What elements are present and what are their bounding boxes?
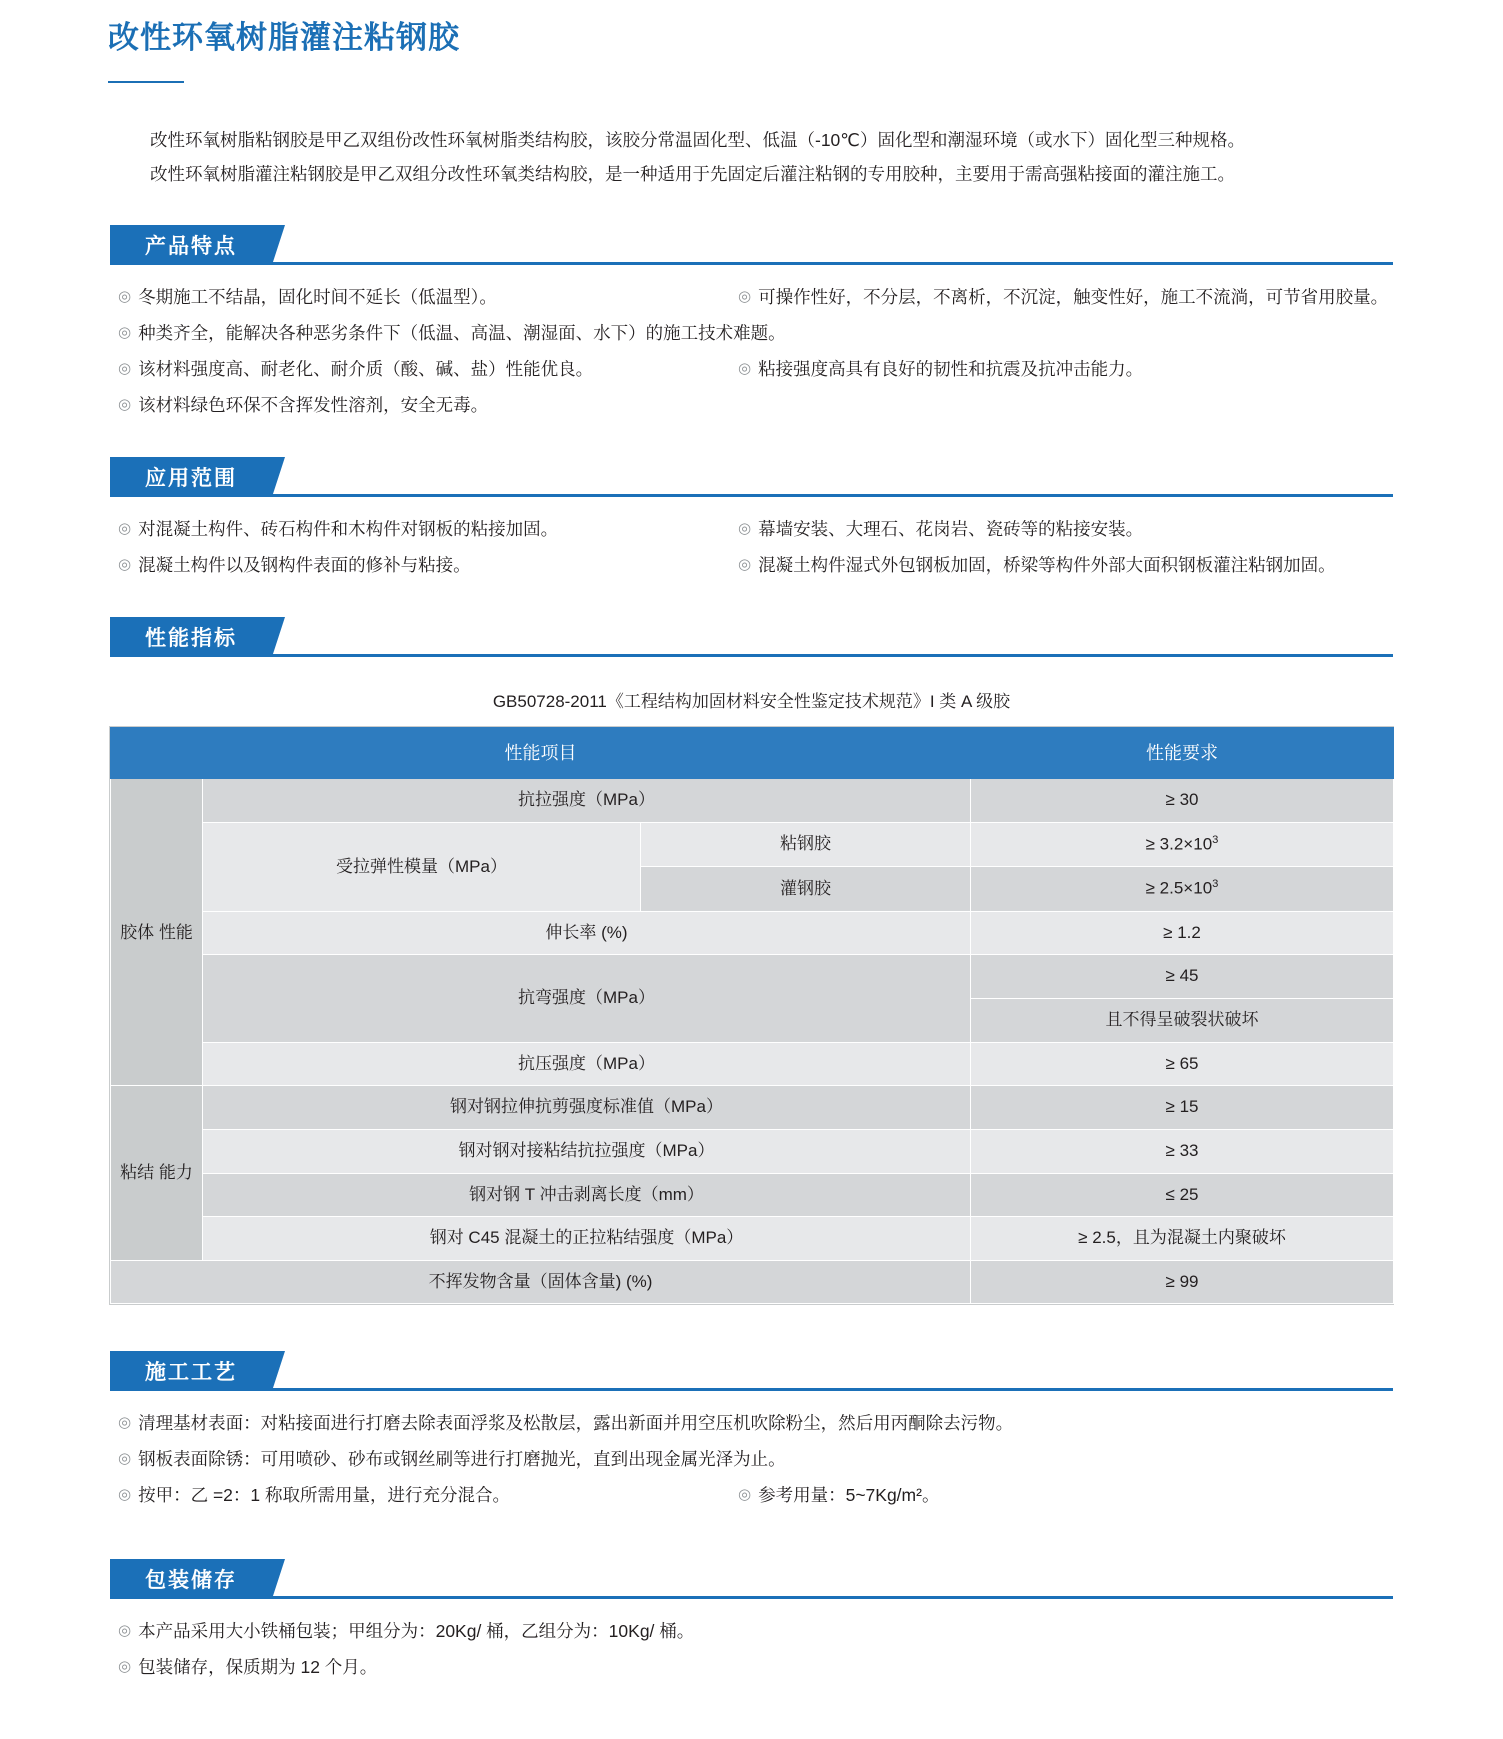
- table-cell-value: ≤ 25: [971, 1173, 1394, 1217]
- table-cell-value: ≥ 99: [971, 1260, 1394, 1304]
- bullet-text: 冬期施工不结晶，固化时间不延长（低温型）。: [138, 287, 497, 308]
- section-features: [0, 225, 1503, 423]
- section-rule: [110, 1596, 1393, 1599]
- table-cell-item: 伸长率 (%): [203, 911, 971, 955]
- bullet-text: 清理基材表面：对粘接面进行打磨去除表面浮浆及松散层，露出新面并用空压机吹除粉尘，然后用丙酮除去污物。: [138, 1413, 1014, 1434]
- bullet-text: 粘接强度高具有良好的韧性和抗震及抗冲击能力。: [758, 359, 1144, 380]
- bullet-icon: ◎: [738, 556, 752, 574]
- section-header-features: [110, 225, 1503, 265]
- bullet-text: 对混凝土构件、砖石构件和木构件对钢板的粘接加固。: [138, 519, 559, 540]
- section-rule: [110, 262, 1393, 265]
- list-item: [118, 1405, 1393, 1441]
- table-row: [111, 955, 1394, 999]
- bullet-text: 可操作性好，不分层，不离析，不沉淀，触变性好，施工不流淌，可节省用胶量。: [758, 287, 1389, 308]
- bullet-cell: [738, 511, 1393, 547]
- bullet-icon: ◎: [738, 520, 752, 538]
- section-title-packaging: 包装储存: [110, 1559, 272, 1599]
- bullet-text: 参考用量：5~7Kg/m²。: [758, 1485, 940, 1506]
- process-list: [0, 1405, 1503, 1513]
- table-cell-value: ≥ 45: [971, 955, 1394, 999]
- row-group-adhesive-body: 胶体 性能: [111, 779, 203, 1086]
- intro-paragraph-2: 改性环氧树脂灌注粘钢胶是甲乙双组分改性环氧类结构胶，是一种适用于先固定后灌注粘钢的专用胶种，主要用于需高强粘接面的灌注施工。: [150, 164, 1235, 185]
- bullet-icon: ◎: [118, 360, 132, 378]
- bullet-icon: ◎: [118, 556, 132, 574]
- table-cell-value: [971, 867, 1394, 911]
- bullet-icon: ◎: [118, 1486, 132, 1504]
- table-row: [111, 1217, 1394, 1261]
- bullet-icon: ◎: [738, 288, 752, 306]
- bullet-cell: [118, 1477, 738, 1513]
- table-cell-item: 受拉弹性模量（MPa）: [203, 823, 641, 912]
- section-title-performance: 性能指标: [110, 617, 272, 657]
- table-cell-value: 且不得呈破裂状破坏: [971, 999, 1394, 1043]
- list-item: [118, 1477, 1393, 1513]
- table-cell-item: 钢对 C45 混凝土的正拉粘结强度（MPa）: [203, 1217, 971, 1261]
- section-rule: [110, 654, 1393, 657]
- table-row: [111, 1129, 1394, 1173]
- list-item: [118, 279, 1393, 315]
- bullet-cell: [738, 279, 1393, 315]
- list-item: [118, 387, 1393, 423]
- section-application: [0, 457, 1503, 583]
- table-header-requirement: 性能要求: [971, 728, 1394, 779]
- list-item: [118, 351, 1393, 387]
- bullet-text: 该材料强度高、耐老化、耐介质（酸、碱、盐）性能优良。: [138, 359, 594, 380]
- table-row: [111, 1042, 1394, 1086]
- bullet-icon: ◎: [118, 288, 132, 306]
- table-cell-item: 抗压强度（MPa）: [203, 1042, 971, 1086]
- section-process: [0, 1351, 1503, 1513]
- bullet-cell: [118, 1405, 1393, 1441]
- table-row: [111, 911, 1394, 955]
- list-item: [118, 1649, 1393, 1685]
- performance-table: [110, 727, 1394, 1304]
- table-row: [111, 1086, 1394, 1130]
- bullet-text: 混凝土构件湿式外包钢板加固，桥梁等构件外部大面积钢板灌注粘钢加固。: [758, 555, 1336, 576]
- bullet-text: 本产品采用大小铁桶包装；甲组分为：20Kg/ 桶，乙组分为：10Kg/ 桶。: [138, 1621, 695, 1642]
- bullet-cell: [118, 511, 738, 547]
- table-row: [111, 823, 1394, 867]
- table-row: [111, 1173, 1394, 1217]
- bullet-icon: ◎: [738, 360, 752, 378]
- list-item: [118, 315, 1393, 351]
- table-header-row: [111, 728, 1394, 779]
- bullet-icon: ◎: [118, 1414, 132, 1432]
- application-list: [0, 511, 1503, 583]
- table-cell-value: ≥ 30: [971, 779, 1394, 823]
- packaging-list: [0, 1613, 1503, 1685]
- section-header-application: [110, 457, 1503, 497]
- page-bottom-spacer: [0, 1685, 1503, 1709]
- table-cell-item: 抗拉强度（MPa）: [203, 779, 971, 823]
- section-rule: [110, 494, 1393, 497]
- table-cell-item: 钢对钢拉伸抗剪强度标准值（MPa）: [203, 1086, 971, 1130]
- bullet-cell: [738, 547, 1393, 583]
- value-text: ≥ 3.2×10: [1145, 834, 1213, 854]
- features-list: [0, 279, 1503, 423]
- table-cell-item: 不挥发物含量（固体含量) (%): [111, 1260, 971, 1304]
- table-cell-value: [971, 823, 1394, 867]
- bullet-text: 包装储存，保质期为 12 个月。: [138, 1657, 378, 1678]
- bullet-icon: ◎: [118, 396, 132, 414]
- intro-block: [0, 123, 1503, 191]
- bullet-cell: [118, 351, 738, 387]
- intro-paragraph-1: 改性环氧树脂粘钢胶是甲乙双组份改性环氧树脂类结构胶，该胶分常温固化型、低温（-10℃）固化型和潮湿环境（或水下）固化型三种规格。: [150, 130, 1245, 151]
- section-title-process: 施工工艺: [110, 1351, 272, 1391]
- title-block: [0, 0, 1503, 83]
- table-cell-value: ≥ 65: [971, 1042, 1394, 1086]
- bullet-cell: [118, 1649, 1393, 1685]
- section-rule: [110, 1388, 1393, 1391]
- table-cell-item: 抗弯强度（MPa）: [203, 955, 971, 1042]
- section-header-process: [110, 1351, 1503, 1391]
- section-title-application: 应用范围: [110, 457, 272, 497]
- bullet-text: 按甲：乙 =2：1 称取所需用量，进行充分混合。: [138, 1485, 511, 1506]
- table-cell-value: ≥ 2.5，且为混凝土内聚破坏: [971, 1217, 1394, 1261]
- bullet-text: 钢板表面除锈：可用喷砂、砂布或钢丝刷等进行打磨抛光，直到出现金属光泽为止。: [138, 1449, 786, 1470]
- table-cell-subitem: 粘钢胶: [641, 823, 971, 867]
- table-header-item: 性能项目: [111, 728, 971, 779]
- bullet-cell: [118, 387, 1393, 423]
- bullet-cell: [118, 1441, 1393, 1477]
- bullet-icon: ◎: [118, 1450, 132, 1468]
- bullet-text: 混凝土构件以及钢构件表面的修补与粘接。: [138, 555, 471, 576]
- bullet-cell: [118, 279, 738, 315]
- title-underline: [108, 81, 184, 83]
- value-exponent: 3: [1212, 878, 1219, 891]
- table-cell-subitem: 灌钢胶: [641, 867, 971, 911]
- bullet-cell: [738, 1477, 1393, 1513]
- list-item: [118, 547, 1393, 583]
- section-performance: [0, 617, 1503, 1305]
- list-item: [118, 1441, 1393, 1477]
- list-item: [118, 511, 1393, 547]
- bullet-icon: ◎: [738, 1486, 752, 1504]
- table-cell-value: ≥ 33: [971, 1129, 1394, 1173]
- section-title-features: 产品特点: [110, 225, 272, 265]
- value-text: ≥ 2.5×10: [1145, 879, 1213, 899]
- bullet-text: 种类齐全，能解决各种恶劣条件下（低温、高温、潮湿面、水下）的施工技术难题。: [138, 323, 786, 344]
- bullet-text: 该材料绿色环保不含挥发性溶剂，安全无毒。: [138, 395, 489, 416]
- row-group-bond-capacity: 粘结 能力: [111, 1086, 203, 1261]
- section-header-performance: [110, 617, 1503, 657]
- section-packaging: [0, 1559, 1503, 1685]
- bullet-icon: ◎: [118, 324, 132, 342]
- bullet-icon: ◎: [118, 1622, 132, 1640]
- table-cell-item: 钢对钢 T 冲击剥离长度（mm）: [203, 1173, 971, 1217]
- standard-reference: GB50728-2011《工程结构加固材料安全性鉴定技术规范》I 类 A 级胶: [492, 692, 1011, 712]
- list-item: [118, 1613, 1393, 1649]
- table-row: [111, 1260, 1394, 1304]
- bullet-cell: [118, 315, 1393, 351]
- bullet-cell: [118, 1613, 1393, 1649]
- bullet-text: 幕墙安装、大理石、花岗岩、瓷砖等的粘接安装。: [758, 519, 1144, 540]
- performance-table-wrapper: [109, 726, 1394, 1305]
- bullet-cell: [738, 351, 1393, 387]
- bullet-icon: ◎: [118, 1658, 132, 1676]
- section-header-packaging: [110, 1559, 1503, 1599]
- bullet-icon: ◎: [118, 520, 132, 538]
- value-exponent: 3: [1212, 834, 1219, 847]
- table-cell-value: ≥ 1.2: [971, 911, 1394, 955]
- table-cell-item: 钢对钢对接粘结抗拉强度（MPa）: [203, 1129, 971, 1173]
- page-title: 改性环氧树脂灌注粘钢胶: [108, 20, 460, 55]
- table-row: [111, 779, 1394, 823]
- table-cell-value: ≥ 15: [971, 1086, 1394, 1130]
- bullet-cell: [118, 547, 738, 583]
